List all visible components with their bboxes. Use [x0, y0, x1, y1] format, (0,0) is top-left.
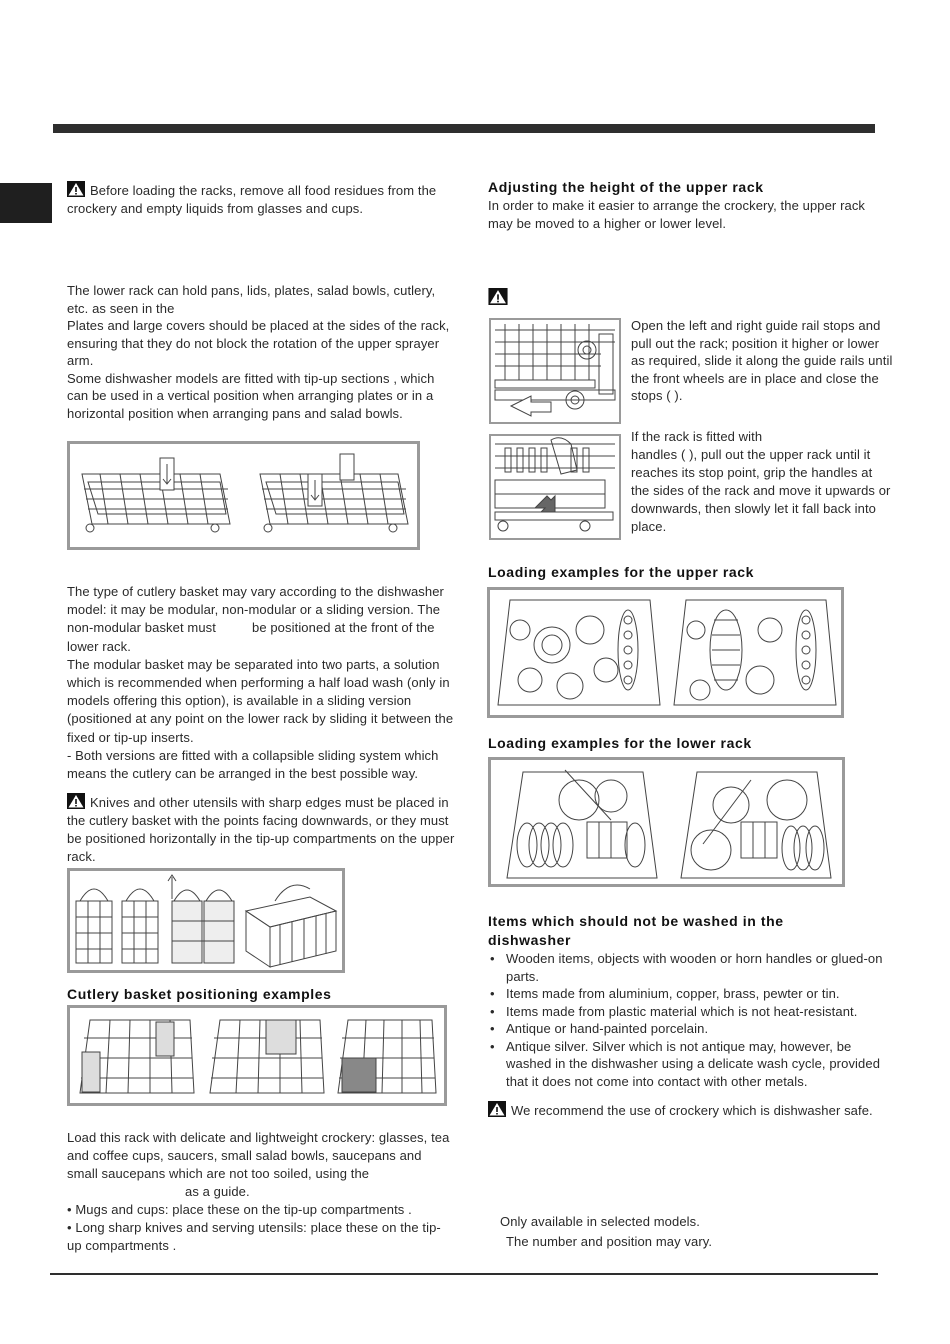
rack-handles-illustration	[489, 434, 621, 540]
cutlery-basket-drawing	[70, 871, 342, 970]
footnote-1: Only available in selected models.	[500, 1214, 700, 1229]
adjust-height-text: In order to make it easier to arrange the crockery, the upper rack may be moved to a higher or lower level.	[488, 198, 866, 231]
adjust-height-heading: Adjusting the height of the upper rack	[488, 179, 764, 195]
list-item: • Antique silver. Silver which is not antique may, however, be washed in the dishwasher using a delicate wash cycle, provided that it does not come into contact with other metals.	[488, 1038, 888, 1091]
intro-warning-text: Before loading the racks, remove all food residues from the crockery and empty liquids from glasses and cups.	[67, 183, 437, 216]
items-heading-line1: Items which should not be washed in the	[488, 913, 784, 929]
items-heading-line2: dishwasher	[488, 932, 572, 948]
list-item: • Wooden items, objects with wooden or horn handles or glued-on parts.	[488, 950, 888, 985]
warning-triangle-icon	[488, 288, 508, 305]
lower-rack-p1: The lower rack can hold pans, lids, plates, salad bowls, cutlery, etc. as seen in the	[67, 283, 436, 316]
upper-rack-bullet-2: • Long sharp knives and serving utensils: place these on the tip-up compartments .	[67, 1220, 441, 1253]
footnote-2: The number and position may vary.	[506, 1234, 713, 1249]
warning-triangle-icon	[67, 181, 85, 197]
recommend-text: We recommend the use of crockery which is dishwasher safe.	[511, 1103, 873, 1118]
lower-rack-illustration	[67, 441, 420, 550]
warning-triangle-icon	[67, 793, 85, 809]
knives-warning	[67, 793, 455, 866]
cutlery-p2: The modular basket may be separated into two parts, a solution which is recommended when performing a half load wash (only in models offering this option), is available in a sliding version (positioned at any point on the lower rack by sliding it between the fixed or tip-up inserts.	[67, 656, 454, 745]
guide-rail-text: Open the left and right guide rail stops and pull out the rack; position it higher or lower as required, slide it along the guide rails until the front wheels are in place and close the stops ( ).	[631, 318, 893, 403]
header-rule	[53, 124, 875, 133]
rack-handles-p1: If the rack is fitted with	[631, 429, 763, 444]
lower-rack-examples-illustration	[488, 757, 845, 887]
section-tab	[0, 183, 52, 223]
guide-rail-illustration	[489, 318, 621, 424]
cutlery-p1b: be positioned at the front of the lower rack.	[67, 620, 435, 654]
upper-rack-bullet-1: • Mugs and cups: place these on the tip-up compartments .	[67, 1202, 412, 1217]
cutlery-positioning-heading: Cutlery basket positioning examples	[67, 986, 332, 1002]
upper-rack-p1a: Load this rack with delicate and lightweight crockery: glasses, tea and coffee cups, saucers, small salad bowls, saucepans and small saucepans which are not too soiled, using the	[67, 1130, 450, 1181]
rack-handles-text	[631, 428, 893, 536]
upper-rack-p1b: as a guide.	[185, 1184, 250, 1199]
cutlery-positioning-illustration	[67, 1005, 447, 1106]
warning-triangle-icon	[488, 1101, 506, 1117]
cutlery-p1	[67, 583, 455, 656]
cutlery-positioning-drawing	[70, 1008, 444, 1103]
list-item: • Items made from plastic material which is not heat-resistant.	[488, 1003, 888, 1021]
knives-warning-text: Knives and other utensils with sharp edges must be placed in the cutlery basket with the points facing downwards, or they must be positioned horizontally in the tip-up compartments on the upper rack.	[67, 795, 455, 864]
cutlery-basket-illustration	[67, 868, 345, 973]
lower-rack-text	[67, 282, 455, 422]
rack-handles-drawing	[491, 436, 619, 538]
upper-rack-p1	[67, 1129, 455, 1201]
list-item: • Items made from aluminium, copper, brass, pewter or tin.	[488, 985, 888, 1003]
upper-rack-examples-illustration	[487, 587, 844, 718]
lower-examples-heading: Loading examples for the lower rack	[488, 735, 752, 751]
items-not-washed-heading	[488, 912, 784, 950]
intro-warning	[67, 181, 449, 217]
lower-rack-examples-drawing	[491, 760, 842, 884]
list-item: • Antique or hand-painted porcelain.	[488, 1020, 888, 1038]
lower-rack-p2: Plates and large covers should be placed at the sides of the rack, ensuring that they do not block the rotation of the upper sprayer arm.	[67, 318, 450, 368]
cutlery-p3: - Both versions are fitted with a collapsible sliding system which means the cutlery can be arranged in the best possible way.	[67, 747, 439, 782]
upper-rack-examples-drawing	[490, 590, 841, 715]
items-not-washed-list	[488, 950, 888, 1090]
upper-examples-heading: Loading examples for the upper rack	[488, 564, 755, 580]
footer-rule	[50, 1273, 878, 1275]
upper-rack-text	[67, 1129, 455, 1255]
recommend-warning	[488, 1101, 880, 1120]
cutlery-basket-text	[67, 583, 455, 783]
guide-rail-drawing	[491, 320, 619, 422]
lower-rack-drawing	[70, 444, 417, 547]
cutlery-p1a: The type of cutlery basket may vary according to the dishwasher model: it may be modular, non-modular or a sliding version. The non-modular basket must	[67, 584, 444, 636]
lower-rack-p3: Some dishwasher models are fitted with tip-up sections , which can be used in a vertical position when arranging plates or in a horizontal position when arranging pans and salad bowls.	[67, 370, 435, 421]
rack-handles-p2: handles ( ), pull out the upper rack until it reaches its stop point, grip the handles at the sides of the rack and move it upwards or downwards, then slowly let it fall back into place.	[631, 447, 891, 534]
